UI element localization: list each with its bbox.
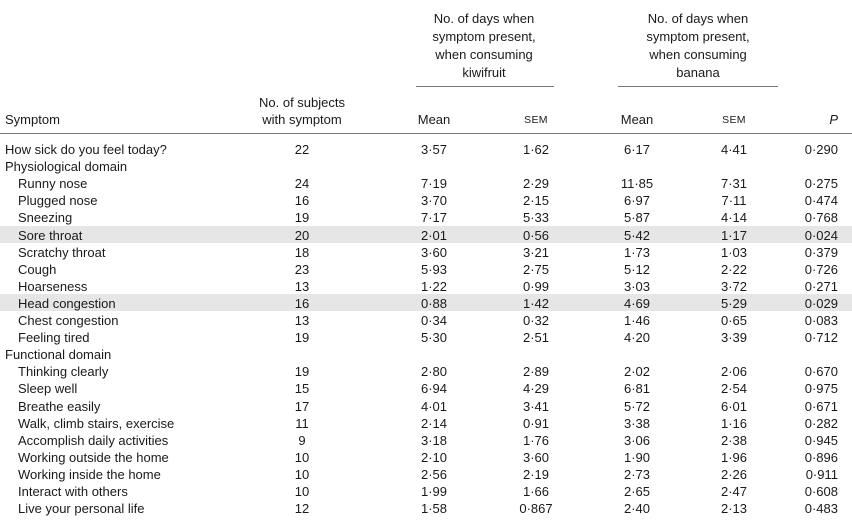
banana-group-header-line: banana (676, 65, 720, 80)
banana-sem-cell: 6·01 (720, 398, 748, 414)
banana-mean-cell: 1·90 (623, 449, 651, 465)
symptom-label: Working outside the home (18, 449, 169, 465)
header-rule (0, 133, 852, 134)
kiwi-sem-cell: 4·29 (522, 381, 550, 397)
banana-mean-cell: 6·17 (623, 142, 651, 157)
kiwi-group-header-line: kiwifruit (462, 65, 506, 80)
p-column-header: P (829, 112, 838, 127)
p-value-cell: 0·975 (804, 381, 838, 397)
banana-sem-cell: 5·29 (720, 295, 748, 311)
kiwi-sem-cell: 0·867 (519, 501, 553, 517)
subjects-cell: 18 (294, 244, 310, 260)
kiwi-mean-cell: 3·18 (420, 432, 448, 448)
banana-sem-cell: 1·03 (720, 244, 748, 260)
kiwi-sem-cell: 2·29 (522, 176, 550, 192)
subjects-cell: 23 (294, 261, 310, 277)
kiwi-mean-cell: 2·14 (420, 415, 448, 431)
kiwi-sem-column-header: SEM (524, 114, 548, 126)
symptom-label: Sneezing (18, 210, 73, 226)
kiwi-mean-cell: 5·30 (420, 330, 448, 346)
banana-sem-cell: 1·16 (720, 415, 748, 431)
kiwi-sem-cell: 5·33 (522, 210, 550, 226)
p-value-cell: 0·029 (804, 295, 838, 311)
kiwi-mean-cell: 2·80 (420, 364, 448, 380)
banana-sem-cell: 2·06 (720, 364, 748, 380)
section-label: Physiological domain (5, 159, 128, 175)
banana-mean-cell: 3·03 (623, 278, 651, 294)
kiwi-mean-cell: 2·10 (420, 449, 448, 465)
p-value-cell: 0·896 (804, 449, 838, 465)
p-value-cell: 0·726 (804, 261, 838, 277)
banana-group-header-line: symptom present, (646, 29, 750, 44)
banana-mean-cell: 5·87 (623, 210, 651, 226)
p-value-cell: 0·768 (804, 210, 838, 226)
banana-sem-cell: 4·14 (720, 210, 748, 226)
subjects-cell: 19 (294, 330, 310, 346)
banana-sem-cell: 0·65 (720, 313, 748, 328)
banana-sem-cell: 7·31 (720, 176, 748, 192)
subjects-cell: 15 (294, 381, 310, 397)
banana-mean-cell: 2·02 (623, 364, 651, 380)
symptom-label: Runny nose (18, 176, 88, 192)
symptom-label: Sleep well (18, 381, 78, 397)
kiwi-group-header-line: when consuming (435, 47, 533, 62)
kiwi-sem-cell: 3·60 (522, 449, 550, 465)
kiwi-mean-cell: 0·34 (420, 313, 448, 328)
p-value-cell: 0·275 (804, 176, 838, 192)
kiwi-sem-cell: 1·62 (522, 142, 550, 157)
subjects-cell: 11 (295, 415, 309, 431)
banana-mean-cell: 1·46 (623, 313, 651, 328)
kiwi-sem-cell: 0·56 (522, 227, 550, 243)
subjects-cell: 13 (294, 313, 310, 328)
kiwi-sem-cell: 2·89 (522, 364, 550, 380)
kiwi-mean-cell: 6·94 (420, 381, 448, 397)
symptom-label: Cough (18, 261, 57, 277)
p-value-cell: 0·608 (804, 484, 838, 499)
kiwi-mean-cell: 7·17 (420, 210, 448, 226)
p-value-cell: 0·271 (804, 278, 838, 294)
subjects-column-header (234, 94, 370, 128)
subjects-column-header-line: with symptom (262, 112, 342, 127)
p-value-cell: 0·379 (804, 244, 838, 260)
kiwi-sem-cell: 3·41 (522, 398, 550, 414)
banana-mean-cell: 6·97 (623, 193, 651, 209)
banana-mean-cell: 2·73 (623, 466, 651, 482)
banana-sem-cell: 2·13 (720, 501, 748, 517)
kiwi-mean-cell: 1·22 (420, 278, 448, 294)
symptom-label: How sick do you feel today? (5, 142, 167, 157)
banana-mean-cell: 1·73 (623, 244, 651, 260)
banana-sem-cell: 4·41 (720, 142, 748, 157)
banana-mean-cell: 2·40 (623, 501, 651, 517)
subjects-cell: 16 (294, 193, 310, 209)
subjects-cell: 22 (294, 142, 310, 157)
banana-mean-cell: 6·81 (623, 381, 651, 397)
p-value-cell: 0·282 (804, 415, 838, 431)
subjects-cell: 19 (294, 364, 310, 380)
kiwi-sem-cell: 1·76 (522, 432, 550, 448)
symptom-label: Breathe easily (18, 398, 101, 414)
kiwi-mean-cell: 3·60 (420, 244, 448, 260)
subjects-cell: 10 (294, 466, 310, 482)
kiwi-sem-cell: 3·21 (522, 244, 550, 260)
kiwi-mean-cell: 3·57 (420, 142, 448, 157)
subjects-cell: 16 (294, 295, 310, 311)
symptom-label: Chest congestion (18, 313, 119, 328)
banana-mean-cell: 5·12 (623, 261, 651, 277)
subjects-cell: 9 (298, 432, 306, 448)
p-value-cell: 0·083 (804, 313, 838, 328)
kiwi-mean-column-header: Mean (417, 112, 451, 127)
subjects-cell: 19 (294, 210, 310, 226)
kiwi-sem-cell: 0·32 (522, 313, 550, 328)
p-value-cell: 0·670 (804, 364, 838, 380)
symptom-column-header: Symptom (5, 112, 60, 127)
symptom-label: Scratchy throat (18, 244, 106, 260)
banana-sem-cell: 2·47 (720, 484, 748, 499)
banana-group-header (613, 10, 783, 82)
kiwi-mean-cell: 0·88 (420, 295, 448, 311)
kiwi-sem-cell: 1·42 (522, 295, 550, 311)
subjects-cell: 24 (294, 176, 310, 192)
kiwi-sem-cell: 0·91 (522, 415, 550, 431)
p-value-cell: 0·483 (804, 501, 838, 517)
kiwi-mean-cell: 2·01 (420, 227, 448, 243)
p-value-cell: 0·945 (804, 432, 838, 448)
section-label: Functional domain (5, 347, 112, 363)
banana-sem-cell: 3·39 (720, 330, 748, 346)
subjects-cell: 17 (294, 398, 310, 414)
banana-group-header-line: when consuming (649, 47, 747, 62)
banana-group-rule (618, 86, 778, 87)
banana-group-header-line: No. of days when (647, 11, 749, 26)
banana-sem-cell: 7·11 (721, 193, 747, 209)
kiwi-sem-cell: 2·51 (522, 330, 550, 346)
kiwi-mean-cell: 7·19 (420, 176, 448, 192)
kiwi-group-header-line: No. of days when (433, 11, 535, 26)
banana-mean-cell: 3·38 (623, 415, 651, 431)
banana-sem-cell: 1·17 (720, 227, 748, 243)
banana-mean-cell: 5·42 (623, 227, 651, 243)
symptom-label: Interact with others (18, 484, 128, 499)
banana-sem-cell: 3·72 (720, 278, 748, 294)
subjects-column-header-line: No. of subjects (259, 95, 345, 110)
banana-mean-cell: 2·65 (623, 484, 651, 499)
kiwi-sem-cell: 2·19 (522, 466, 550, 482)
subjects-cell: 10 (294, 484, 310, 499)
kiwi-group-rule (416, 86, 554, 87)
banana-sem-cell: 2·26 (720, 466, 748, 482)
banana-mean-cell: 3·06 (623, 432, 651, 448)
banana-sem-cell: 2·38 (720, 432, 748, 448)
subjects-cell: 10 (294, 449, 310, 465)
kiwi-mean-cell: 5·93 (420, 261, 448, 277)
subjects-cell: 13 (294, 278, 310, 294)
symptom-label: Working inside the home (18, 466, 161, 482)
kiwi-mean-cell: 3·70 (420, 193, 448, 209)
symptom-label: Walk, climb stairs, exercise (18, 415, 175, 431)
kiwi-mean-cell: 1·58 (420, 501, 448, 517)
p-value-cell: 0·671 (804, 398, 838, 414)
symptom-label: Sore throat (18, 227, 83, 243)
banana-mean-cell: 5·72 (623, 398, 651, 414)
symptom-label: Hoarseness (18, 278, 88, 294)
kiwi-mean-cell: 4·01 (420, 398, 448, 414)
banana-mean-cell: 4·20 (623, 330, 651, 346)
symptom-label: Accomplish daily activities (18, 432, 169, 448)
banana-sem-column-header: SEM (722, 114, 746, 126)
subjects-cell: 12 (294, 501, 310, 517)
kiwi-sem-cell: 1·66 (522, 484, 550, 499)
p-value-cell: 0·712 (804, 330, 838, 346)
kiwi-mean-cell: 2·56 (420, 466, 448, 482)
kiwi-sem-cell: 2·75 (522, 261, 550, 277)
banana-mean-column-header: Mean (620, 112, 654, 127)
symptom-label: Thinking clearly (18, 364, 109, 380)
p-value-cell: 0·024 (804, 227, 838, 243)
banana-sem-cell: 1·96 (720, 449, 748, 465)
p-value-cell: 0·290 (804, 142, 838, 157)
banana-sem-cell: 2·22 (720, 261, 748, 277)
symptom-label: Head congestion (18, 295, 116, 311)
kiwi-group-header-line: symptom present, (432, 29, 536, 44)
kiwi-sem-cell: 2·15 (522, 193, 550, 209)
p-value-cell: 0·474 (804, 193, 838, 209)
banana-mean-cell: 11·85 (620, 176, 654, 192)
kiwi-sem-cell: 0·99 (522, 278, 550, 294)
banana-sem-cell: 2·54 (720, 381, 748, 397)
kiwi-mean-cell: 1·99 (420, 484, 448, 499)
subjects-cell: 20 (294, 227, 310, 243)
symptom-label: Feeling tired (18, 330, 90, 346)
symptom-label: Plugged nose (18, 193, 98, 209)
symptom-label: Live your personal life (18, 501, 145, 517)
kiwi-group-header (414, 10, 554, 82)
banana-mean-cell: 4·69 (623, 295, 651, 311)
p-value-cell: 0·911 (805, 466, 838, 482)
